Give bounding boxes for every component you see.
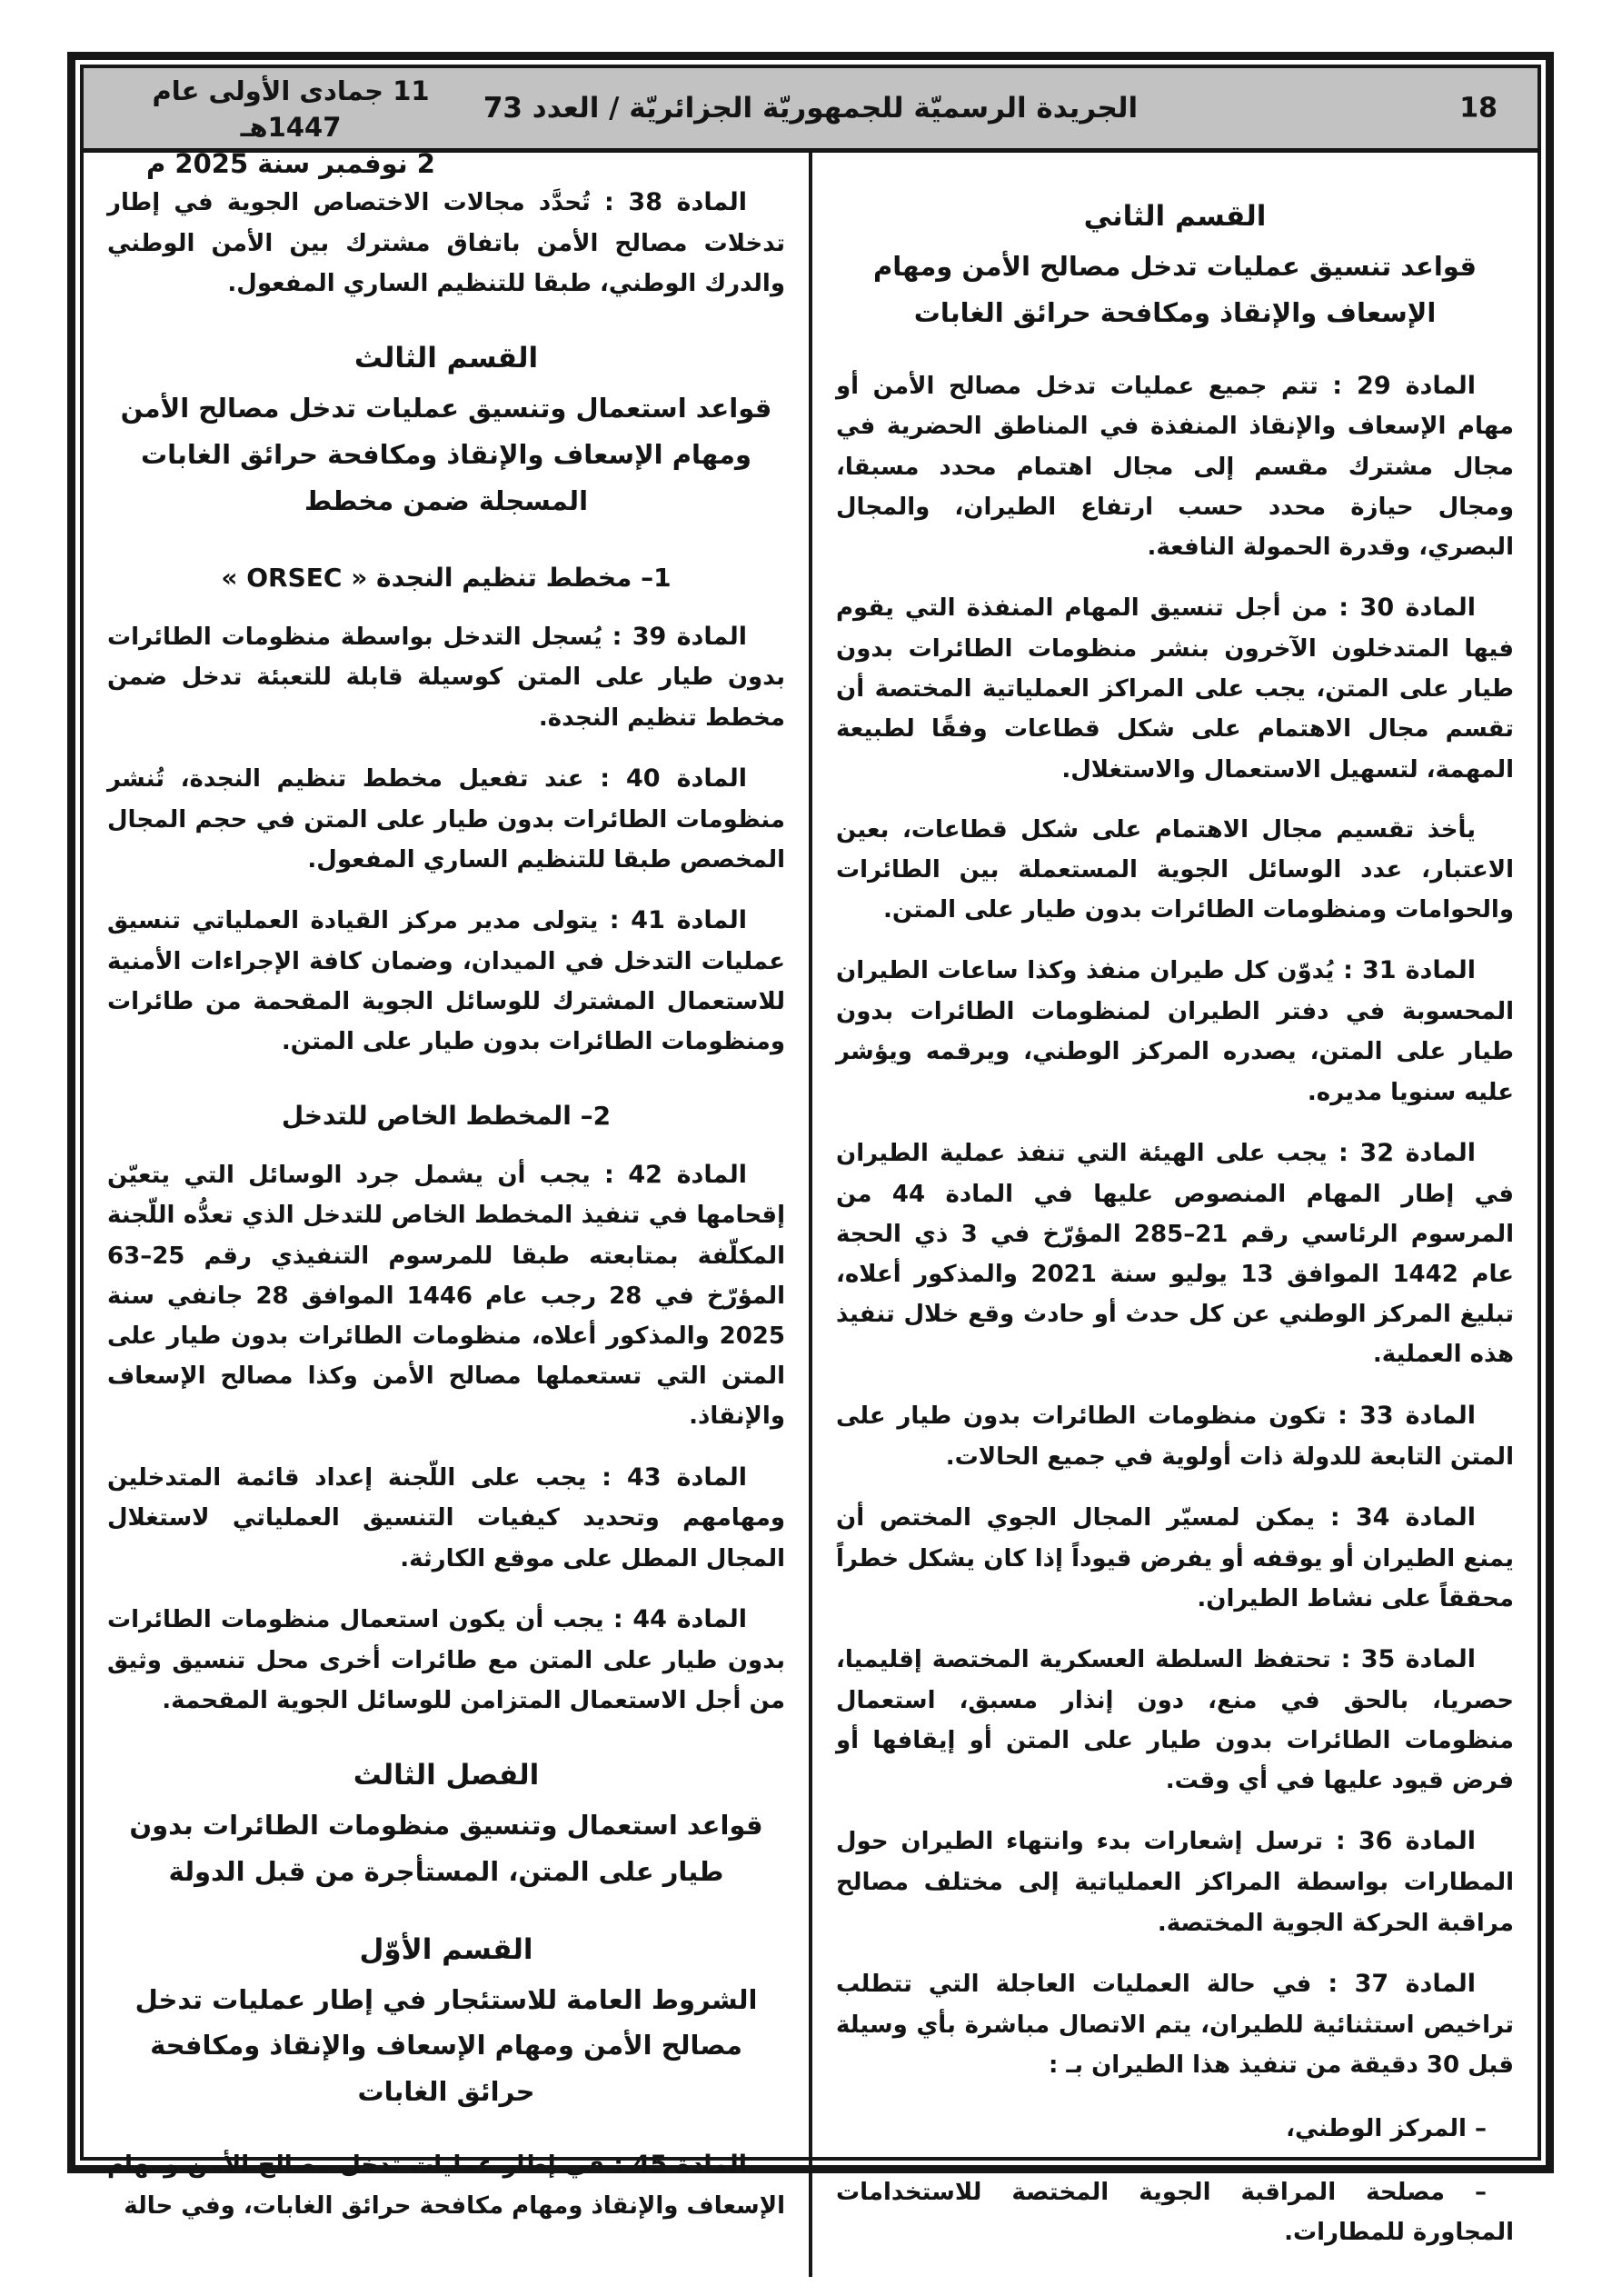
article-paragraph bbox=[107, 1154, 785, 1437]
article-number: المادة 44 : bbox=[612, 1604, 748, 1633]
article-text: ترسل إشعارات بدء وانتهاء الطيران حول المطارات بواسطة المراكز العملياتية إلى مختلف مصالح مراقبة الحركة الجوية المختصة. bbox=[836, 1828, 1514, 1937]
article-text: تُحدَّد مجالات الاختصاص الجوية في إطار تدخلات مصالح الأمن باتفاق مشترك بين الأمن الوطني والدرك الوطني، طبقا للتنظيم الساري المفعول. bbox=[107, 189, 785, 298]
article-text: تحتفظ السلطة العسكرية المختصة إقليميا، حصريا، بالحق في منع، دون إنذار مسبق، استعمال منظومات الطائرات بدون طيار على المتن أو إيقافها أو فرض قيود عليها في أي وقت. bbox=[836, 1645, 1514, 1795]
article-number: المادة 40 : bbox=[600, 764, 748, 793]
article-number: المادة 34 : bbox=[1329, 1502, 1476, 1532]
article-text: عند تفعيل مخطط تنظيم النجدة، تُنشر منظومات الطائرات بدون طيار على المتن في حجم المجال المخصص طبقا للتنظيم الساري المفعول. bbox=[107, 764, 785, 873]
article-paragraph bbox=[107, 758, 785, 880]
journal-title: الجريدة الرسميّة للجمهوريّة الجزائريّة / العدد 73 bbox=[483, 92, 1139, 125]
article-number: المادة 31 : bbox=[1343, 956, 1477, 985]
section-subtitle: قواعد استعمال وتنسيق عمليات تدخل مصالح الأمن ومهام الإسعاف والإنقاذ ومكافحة حرائق الغابات المسجلة ضمن مخطط bbox=[120, 393, 772, 516]
header-dates bbox=[109, 73, 473, 182]
article-number: المادة 33 : bbox=[1338, 1401, 1476, 1430]
column-right bbox=[812, 153, 1537, 2277]
article-paragraph bbox=[107, 900, 785, 1062]
article-paragraph bbox=[836, 1821, 1514, 1942]
article-paragraph bbox=[836, 1395, 1514, 1477]
article-number: المادة 37 : bbox=[1328, 1969, 1477, 1998]
page-number: 18 bbox=[1459, 92, 1498, 125]
gregorian-date: 2 نوفمبر سنة 2025 م bbox=[146, 148, 435, 179]
article-paragraph bbox=[836, 1497, 1514, 1619]
article-paragraph bbox=[107, 1599, 785, 1721]
list-item: – المركز الوطني، bbox=[1286, 2114, 1487, 2142]
article-text: يتولى مدير مركز القيادة العملياتي تنسيق عمليات التدخل في الميدان، وضمان كافة الإجراءات الأمنية للاستعمال المشترك للوسائل الجوية المقحمة من طائرات ومنظومات الطائرات بدون طيار على المتن. bbox=[107, 907, 785, 1056]
section-heading: الفصل الثالث bbox=[353, 1759, 540, 1792]
section-subtitle: الشروط العامة للاستئجار في إطار عمليات تدخل مصالح الأمن ومهام الإسعاف والإنقاذ ومكافحة حرائق الغابات bbox=[134, 1983, 758, 2108]
article-text: يجب أن يكون استعمال منظومات الطائرات بدون طيار على المتن مع طائرات أخرى محل تنسيق وثيق من أجل الاستعمال المتزامن للوسائل الجوية المقحمة. bbox=[107, 1605, 785, 1714]
section-heading: القسم الأوّل bbox=[359, 1932, 533, 1966]
article-text: يجب على اللّجنة إعداد قائمة المتدخلين ومهامهم وتحديد كيفيات التنسيق العملياتي لاستغلال المجال المطل على موقع الكارثة. bbox=[107, 1463, 785, 1572]
page-body bbox=[84, 153, 1537, 2277]
article-paragraph bbox=[836, 587, 1514, 790]
article-paragraph bbox=[107, 2144, 785, 2226]
article-paragraph bbox=[836, 365, 1514, 568]
article-paragraph bbox=[836, 1963, 1514, 2085]
column-left bbox=[84, 153, 809, 2277]
article-number: المادة 30 : bbox=[1338, 594, 1476, 623]
article-paragraph bbox=[836, 1639, 1514, 1801]
section-subtitle: قواعد تنسيق عمليات تدخل مصالح الأمن ومهام الإسعاف والإنقاذ ومكافحة حرائق الغابات bbox=[873, 251, 1477, 328]
article-number: المادة 29 : bbox=[1332, 371, 1476, 400]
list-item: – مصلحة المراقبة الجوية المختصة للاستخدامات المجاورة للمطارات. bbox=[836, 2179, 1514, 2247]
article-text: من أجل تنسيق المهام المنفذة التي يقوم فيها المتدخلون الآخرون بنشر منظومات الطائرات بدون طيار على المتن، يجب على المراكز العملياتية المختصة أن تقسم مجال الاهتمام على شكل قطاعات وفقًا لطبيعة المهمة، لتسهيل الاستعمال والاستغلال. bbox=[836, 594, 1514, 784]
article-text: يمكن لمسيّر المجال الجوي المختص أن يمنع الطيران أو يوقفه أو يفرض قيوداً إذا كان يشكل خطراً محققاً على نشاط الطيران. bbox=[836, 1503, 1514, 1612]
plan-heading: 2– المخطط الخاص للتدخل bbox=[281, 1100, 612, 1131]
article-text: يجب على الهيئة التي تنفذ عملية الطيران في إطار المهام المنصوص عليها في المادة 44 من المرسوم الرئاسي رقم 21–285 المؤرّخ في 3 ذي الحجة عام 1442 الموافق 13 يوليو سنة 2021 والمذكور أعلاه، تبليغ المركز الوطني عن كل حدث أو حادث وقع خلال تنفيذ هذه العملية. bbox=[836, 1139, 1515, 1369]
journal-header bbox=[84, 68, 1537, 179]
page-frame-inner bbox=[80, 65, 1541, 2247]
article-text: في حالة العمليات العاجلة التي تتطلب تراخيص استثنائية للطيران، يتم الاتصال مباشرة بأي وسيلة قبل 30 دقيقة من تنفيذ هذا الطيران بـ : bbox=[836, 1970, 1514, 2079]
article-text: يُسجل التدخل بواسطة منظومات الطائرات بدون طيار على المتن كوسيلة قابلة للتعبئة تدخل ضمن مخطط تنظيم النجدة. bbox=[107, 623, 785, 732]
article-text: تتم جميع عمليات تدخل مصالح الأمن أو مهام الإسعاف والإنقاذ المنفذة في المناطق الحضرية في مجال مشترك مقسم إلى مجال اهتمام محدد مسبقا، ومجال حيازة محدد حسب ارتفاع الطيران، والمجال البصري، وقدرة الحمولة النافعة. bbox=[836, 372, 1514, 561]
article-number: المادة 35 : bbox=[1340, 1644, 1477, 1673]
page-frame bbox=[67, 52, 1554, 2247]
column-divider bbox=[809, 153, 812, 2277]
section-heading: القسم الثاني bbox=[1083, 200, 1267, 233]
article-number: المادة 41 : bbox=[609, 906, 748, 935]
paragraph: يأخذ تقسيم مجال الاهتمام على شكل قطاعات، بعين الاعتبار، عدد الوسائل الجوية المستعملة بين الطائرات والحوامات ومنظومات الطائرات بدون طيار على المتن. bbox=[836, 815, 1514, 924]
article-paragraph bbox=[107, 1457, 785, 1579]
plan-heading: 1– مخطط تنظيم النجدة « ORSEC » bbox=[221, 562, 672, 593]
hijri-date: 11 جمادى الأولى عام 1447هـ bbox=[152, 75, 430, 143]
article-paragraph bbox=[836, 950, 1514, 1112]
article-number: المادة 39 : bbox=[612, 622, 747, 651]
article-text: في إطار عمليات تدخل مصالح الأمن ومهام الإسعاف والإنقاذ ومهام مكافحة حرائق الغابات، وفي حالة bbox=[107, 2151, 785, 2220]
section-subtitle: قواعد استعمال وتنسيق منظومات الطائرات بدون طيار على المتن، المستأجرة من قبل الدولة bbox=[129, 1810, 763, 1887]
article-number: المادة 36 : bbox=[1335, 1827, 1476, 1856]
article-number: المادة 32 : bbox=[1338, 1138, 1477, 1167]
article-text: يجب أن يشمل جرد الوسائل التي يتعيّن إقحامها في تنفيذ المخطط الخاص للتدخل الذي تعدُّه اللّجنة المكلّفة بمتابعته طبقا للمرسوم التنفيذي رقم 25–63 المؤرّخ في 28 رجب عام 1446 الموافق 28 جانفي سنة 2025 والمذكور أعلاه، منظومات الطائرات بدون طيار على المتن التي تستعملها مصالح الأمن وكذا مصالح الإسعاف والإنقاذ. bbox=[107, 1161, 785, 1431]
article-text: تكون منظومات الطائرات بدون طيار على المتن التابعة للدولة ذات أولوية في جميع الحالات. bbox=[836, 1402, 1514, 1471]
article-number: المادة 38 : bbox=[604, 188, 747, 216]
article-number: المادة 43 : bbox=[602, 1462, 747, 1492]
section-heading: القسم الثالث bbox=[353, 342, 539, 375]
article-paragraph bbox=[107, 616, 785, 738]
article-paragraph bbox=[836, 1133, 1514, 1375]
article-number: المادة 42 : bbox=[603, 1160, 748, 1189]
article-number: المادة 45 : bbox=[613, 2150, 748, 2179]
article-paragraph bbox=[107, 182, 785, 304]
article-text: يُدوّن كل طيران منفذ وكذا ساعات الطيران المحسوبة في دفتر الطيران لمنظومات الطائرات بدون طيار على المتن، يصدره المركز الوطني، ويرقمه ويؤشر عليه سنويا مديره. bbox=[836, 957, 1514, 1106]
